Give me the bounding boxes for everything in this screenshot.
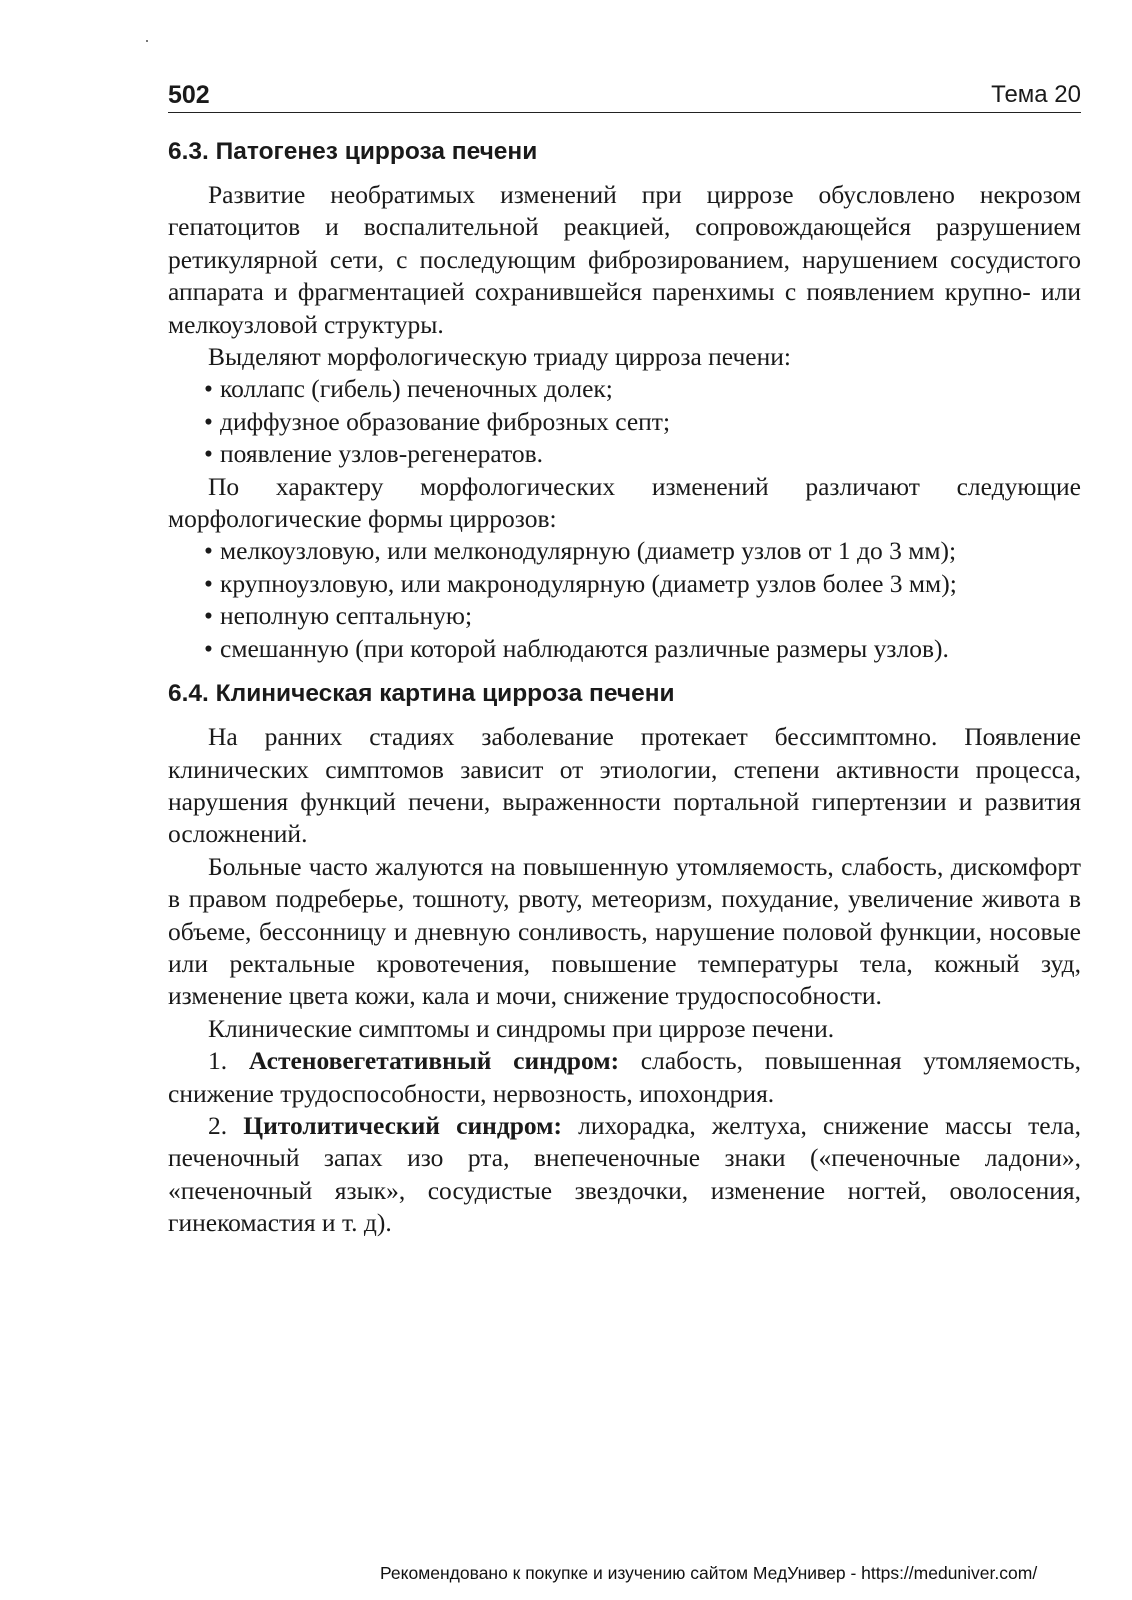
bullet-icon: • — [204, 633, 213, 663]
syndrome-term: Астеновегетативный синдром: — [248, 1046, 620, 1076]
syndrome-term: Цитолитический синдром: — [243, 1110, 563, 1140]
section-heading-pathogenesis: 6.3. Патогенез цирроза печени — [168, 138, 538, 165]
running-head: Тема 20 — [991, 81, 1081, 108]
section-heading-clinical-picture: 6.4. Клиническая картина цирроза печени — [168, 680, 675, 708]
scan-speck — [146, 40, 148, 42]
list-item: • диффузное образование фиброзных септ; — [168, 406, 1081, 438]
paragraph: Клинические симптомы и синдромы при циррозе печени. — [208, 1013, 835, 1043]
bullet-icon: • — [204, 536, 213, 566]
paragraph: По характеру морфологических изменений различают следующие морфологические формы циррозов: — [168, 471, 1081, 534]
numbered-item: 1. Астеновегетативный синдром: слабость, повышенная утомляемость, снижение трудоспособности, нервозность, ипохондрия. — [168, 1046, 1081, 1108]
list-item: • смешанную (при которой наблюдаются различные размеры узлов). — [168, 633, 1081, 665]
list-item: • мелкоузловую, или мелконодулярную (диаметр узлов от 1 до 3 мм); — [168, 535, 1081, 567]
triad-list — [168, 373, 1081, 470]
bullet-icon: • — [204, 374, 213, 404]
list-item: • появление узлов-регенератов. — [168, 438, 1081, 470]
paragraph: Развитие необратимых изменений при циррозе обусловлено некрозом гепатоцитов и воспалительной реакцией, сопровождающейся разрушением ретикулярной сети, с последующим фиброзированием, нарушением сосудистого аппарата и фрагментацией сохранившейся паренхимы с появлением крупно- или мелкоузловой структуры. — [168, 180, 1081, 339]
paragraph: На ранних стадиях заболевание протекает бессимптомно. Появление клинических симптомов зависит от этиологии, степени активности процесса, нарушения функций печени, выраженности портальной гипертензии и развития осложнений. — [168, 722, 1081, 849]
bullet-icon: • — [204, 439, 213, 469]
list-item: • коллапс (гибель) печеночных долек; — [168, 373, 1081, 405]
paragraph: Выделяют морфологическую триаду цирроза печени: — [208, 342, 792, 372]
paragraph: Больные часто жалуются на повышенную утомляемость, слабость, дискомфорт в правом подреберье, тошноту, рвоту, метеоризм, похудание, увеличение живота в объеме, бессонницу и дневную сонливость, нарушение половой функции, носовые или ректальные кровотечения, повышение температуры тела, кожный зуд, изменение цвета кожи, кала и мочи, снижение трудоспособности. — [168, 851, 1081, 1011]
bullet-icon: • — [204, 601, 213, 631]
bullet-icon: • — [204, 406, 213, 436]
bullet-icon: • — [204, 568, 213, 598]
list-item: • крупноузловую, или макронодулярную (диаметр узлов более 3 мм); — [168, 568, 1081, 600]
footer-recommendation: Рекомендовано к покупке и изучению сайтом МедУнивер - https://meduniver.com/ — [380, 1563, 1038, 1583]
numbered-item: 2. Цитолитический синдром: лихорадка, желтуха, снижение массы тела, печеночный запах изо рта, внепеченочные знаки («печеночные ладони», «печеночный язык», сосудистые звездочки, изменение ногтей, оволосения, гинекомастия и т. д). — [168, 1110, 1082, 1238]
list-item: • неполную септальную; — [168, 600, 1081, 632]
page-number: 502 — [168, 81, 210, 109]
forms-list — [168, 535, 1081, 665]
page-header — [168, 78, 1081, 113]
book-page — [168, 78, 1081, 1240]
